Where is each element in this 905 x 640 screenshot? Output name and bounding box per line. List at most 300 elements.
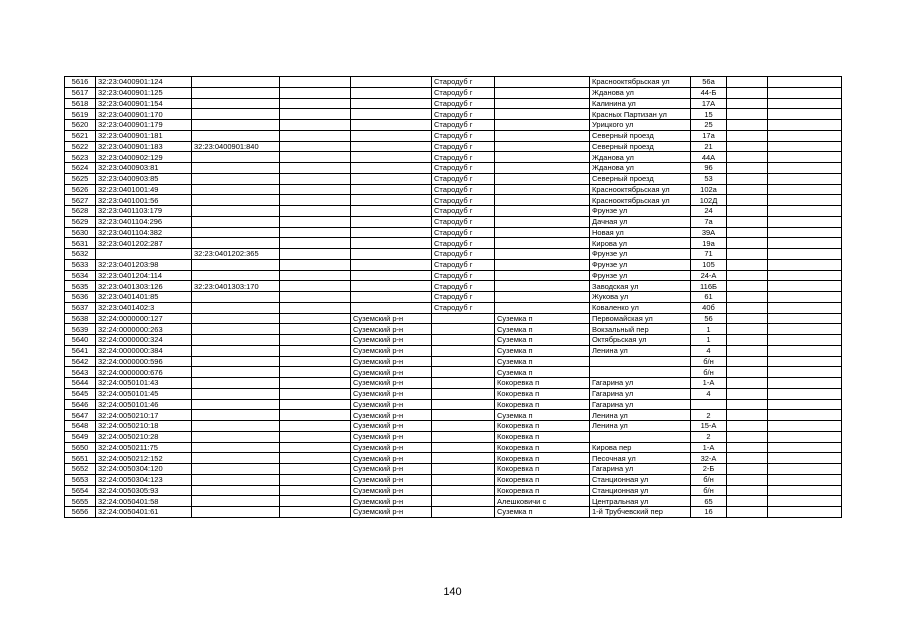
linked-cadastral-number-cell (192, 87, 280, 98)
street-cell: Дачная ул (590, 216, 691, 227)
district-cell (351, 195, 432, 206)
city-cell (432, 335, 495, 346)
linked-cadastral-number-cell (192, 335, 280, 346)
empty-cell (280, 367, 351, 378)
cadastral-number-cell: 32:23:0400902:129 (96, 152, 192, 163)
house-number-cell: 39А (691, 227, 727, 238)
extra-cell (768, 324, 842, 335)
empty-cell (280, 453, 351, 464)
street-cell (590, 367, 691, 378)
empty-cell (280, 109, 351, 120)
house-number-cell: 105 (691, 259, 727, 270)
street-cell: Фрунзе ул (590, 270, 691, 281)
city-cell: Стародуб г (432, 141, 495, 152)
extra-cell (768, 292, 842, 303)
linked-cadastral-number-cell (192, 173, 280, 184)
city-cell (432, 507, 495, 518)
extra-cell (768, 410, 842, 421)
street-cell: Кирова ул (590, 238, 691, 249)
extra-cell (727, 87, 768, 98)
extra-cell (727, 399, 768, 410)
city-cell: Стародуб г (432, 249, 495, 260)
table-row (65, 270, 842, 281)
cadastral-number-cell: 32:24:0000000:263 (96, 324, 192, 335)
empty-cell (280, 345, 351, 356)
settlement-cell (495, 141, 590, 152)
extra-cell (727, 388, 768, 399)
house-number-cell: 2 (691, 410, 727, 421)
table-row (65, 507, 842, 518)
row-number-cell: 5655 (65, 496, 96, 507)
empty-cell (280, 442, 351, 453)
cadastral-number-cell: 32:23:0400901:170 (96, 109, 192, 120)
row-number-cell: 5640 (65, 335, 96, 346)
city-cell (432, 453, 495, 464)
city-cell: Стародуб г (432, 238, 495, 249)
table-row (65, 173, 842, 184)
street-cell: Краснооктябрьская ул (590, 77, 691, 88)
empty-cell (280, 238, 351, 249)
extra-cell (727, 227, 768, 238)
street-cell: Жданова ул (590, 163, 691, 174)
city-cell: Стародуб г (432, 195, 495, 206)
empty-cell (280, 87, 351, 98)
city-cell (432, 496, 495, 507)
empty-cell (280, 98, 351, 109)
settlement-cell: Суземка п (495, 507, 590, 518)
linked-cadastral-number-cell (192, 367, 280, 378)
district-cell (351, 206, 432, 217)
house-number-cell (691, 399, 727, 410)
house-number-cell: 102Д (691, 195, 727, 206)
city-cell: Стародуб г (432, 184, 495, 195)
extra-cell (727, 270, 768, 281)
extra-cell (768, 238, 842, 249)
city-cell: Стародуб г (432, 281, 495, 292)
street-cell (590, 356, 691, 367)
cadastral-number-cell: 32:24:0050304:120 (96, 464, 192, 475)
extra-cell (768, 356, 842, 367)
row-number-cell: 5633 (65, 259, 96, 270)
linked-cadastral-number-cell (192, 98, 280, 109)
city-cell (432, 313, 495, 324)
row-number-cell: 5622 (65, 141, 96, 152)
empty-cell (280, 77, 351, 88)
house-number-cell: 71 (691, 249, 727, 260)
linked-cadastral-number-cell (192, 302, 280, 313)
city-cell (432, 356, 495, 367)
district-cell: Суземский р-н (351, 335, 432, 346)
house-number-cell: 21 (691, 141, 727, 152)
table-row (65, 367, 842, 378)
row-number-cell: 5636 (65, 292, 96, 303)
row-number-cell: 5645 (65, 388, 96, 399)
district-cell (351, 98, 432, 109)
table-row (65, 302, 842, 313)
street-cell: Песочная ул (590, 453, 691, 464)
table-row (65, 163, 842, 174)
table-row (65, 453, 842, 464)
cadastral-number-cell: 32:23:0401202:287 (96, 238, 192, 249)
house-number-cell: 61 (691, 292, 727, 303)
linked-cadastral-number-cell (192, 496, 280, 507)
extra-cell (768, 421, 842, 432)
extra-cell (768, 388, 842, 399)
house-number-cell: б/н (691, 474, 727, 485)
house-number-cell: б/н (691, 367, 727, 378)
settlement-cell (495, 98, 590, 109)
table-row (65, 141, 842, 152)
empty-cell (280, 152, 351, 163)
extra-cell (727, 421, 768, 432)
district-cell (351, 77, 432, 88)
city-cell: Стародуб г (432, 109, 495, 120)
cadastral-number-cell: 32:24:0050211:75 (96, 442, 192, 453)
city-cell: Стародуб г (432, 77, 495, 88)
city-cell (432, 485, 495, 496)
district-cell: Суземский р-н (351, 345, 432, 356)
settlement-cell (495, 259, 590, 270)
row-number-cell: 5621 (65, 130, 96, 141)
extra-cell (768, 496, 842, 507)
table-row (65, 464, 842, 475)
linked-cadastral-number-cell (192, 474, 280, 485)
linked-cadastral-number-cell (192, 421, 280, 432)
house-number-cell: 24-А (691, 270, 727, 281)
district-cell: Суземский р-н (351, 431, 432, 442)
linked-cadastral-number-cell (192, 453, 280, 464)
empty-cell (280, 356, 351, 367)
extra-cell (727, 216, 768, 227)
table-body (65, 77, 842, 518)
empty-cell (280, 421, 351, 432)
street-cell: Гагарина ул (590, 378, 691, 389)
extra-cell (768, 184, 842, 195)
table-row (65, 356, 842, 367)
page-number: 140 (443, 586, 462, 598)
row-number-cell: 5652 (65, 464, 96, 475)
city-cell (432, 410, 495, 421)
house-number-cell: 19а (691, 238, 727, 249)
extra-cell (727, 292, 768, 303)
extra-cell (727, 249, 768, 260)
extra-cell (768, 249, 842, 260)
linked-cadastral-number-cell (192, 206, 280, 217)
table-row (65, 399, 842, 410)
extra-cell (727, 98, 768, 109)
table-row (65, 421, 842, 432)
extra-cell (768, 98, 842, 109)
street-cell: Вокзальный пер (590, 324, 691, 335)
settlement-cell (495, 195, 590, 206)
row-number-cell: 5650 (65, 442, 96, 453)
house-number-cell: 1 (691, 324, 727, 335)
empty-cell (280, 216, 351, 227)
house-number-cell: 56 (691, 313, 727, 324)
extra-cell (768, 474, 842, 485)
linked-cadastral-number-cell (192, 507, 280, 518)
row-number-cell: 5630 (65, 227, 96, 238)
row-number-cell: 5625 (65, 173, 96, 184)
street-cell: Гагарина ул (590, 399, 691, 410)
street-cell: Краснооктябрьская ул (590, 195, 691, 206)
settlement-cell (495, 173, 590, 184)
extra-cell (768, 507, 842, 518)
settlement-cell: Суземка п (495, 367, 590, 378)
house-number-cell: 16 (691, 507, 727, 518)
row-number-cell: 5628 (65, 206, 96, 217)
cadastral-number-cell: 32:23:0400903:81 (96, 163, 192, 174)
row-number-cell: 5617 (65, 87, 96, 98)
linked-cadastral-number-cell (192, 345, 280, 356)
city-cell (432, 388, 495, 399)
house-number-cell: 4 (691, 388, 727, 399)
house-number-cell: 102а (691, 184, 727, 195)
district-cell: Суземский р-н (351, 485, 432, 496)
table-row (65, 152, 842, 163)
linked-cadastral-number-cell (192, 130, 280, 141)
street-cell: 1-й Трубчевский пер (590, 507, 691, 518)
cadastral-number-cell: 32:23:0400901:125 (96, 87, 192, 98)
empty-cell (280, 227, 351, 238)
settlement-cell (495, 152, 590, 163)
empty-cell (280, 281, 351, 292)
district-cell: Суземский р-н (351, 453, 432, 464)
linked-cadastral-number-cell (192, 464, 280, 475)
cadastral-number-cell: 32:24:0000000:384 (96, 345, 192, 356)
empty-cell (280, 324, 351, 335)
empty-cell (280, 163, 351, 174)
empty-cell (280, 184, 351, 195)
house-number-cell: 2-Б (691, 464, 727, 475)
settlement-cell (495, 302, 590, 313)
street-cell: Урицкого ул (590, 120, 691, 131)
extra-cell (768, 195, 842, 206)
street-cell: Коваленко ул (590, 302, 691, 313)
table-row (65, 496, 842, 507)
extra-cell (768, 120, 842, 131)
extra-cell (727, 163, 768, 174)
house-number-cell: 56а (691, 77, 727, 88)
extra-cell (727, 442, 768, 453)
extra-cell (727, 335, 768, 346)
row-number-cell: 5647 (65, 410, 96, 421)
empty-cell (280, 130, 351, 141)
cadastral-number-cell: 32:23:0401203:98 (96, 259, 192, 270)
settlement-cell: Суземка п (495, 356, 590, 367)
settlement-cell (495, 238, 590, 249)
street-cell: Гагарина ул (590, 388, 691, 399)
row-number-cell: 5651 (65, 453, 96, 464)
row-number-cell: 5653 (65, 474, 96, 485)
linked-cadastral-number-cell: 32:23:0401202:365 (192, 249, 280, 260)
street-cell: Краснооктябрьская ул (590, 184, 691, 195)
linked-cadastral-number-cell: 32:23:0401303:170 (192, 281, 280, 292)
row-number-cell: 5635 (65, 281, 96, 292)
cadastral-number-cell: 32:23:0401104:382 (96, 227, 192, 238)
district-cell (351, 249, 432, 260)
district-cell: Суземский р-н (351, 421, 432, 432)
house-number-cell: 1-А (691, 442, 727, 453)
settlement-cell: Суземка п (495, 313, 590, 324)
cadastral-number-cell: 32:24:0050305:93 (96, 485, 192, 496)
city-cell (432, 367, 495, 378)
row-number-cell: 5627 (65, 195, 96, 206)
empty-cell (280, 496, 351, 507)
cadastral-number-cell: 32:24:0000000:324 (96, 335, 192, 346)
table-row (65, 184, 842, 195)
table-row (65, 378, 842, 389)
extra-cell (727, 410, 768, 421)
row-number-cell: 5656 (65, 507, 96, 518)
empty-cell (280, 270, 351, 281)
district-cell (351, 259, 432, 270)
empty-cell (280, 464, 351, 475)
empty-cell (280, 292, 351, 303)
settlement-cell (495, 206, 590, 217)
district-cell: Суземский р-н (351, 378, 432, 389)
cadastral-number-cell: 32:23:0400901:181 (96, 130, 192, 141)
house-number-cell: 17а (691, 130, 727, 141)
table-row (65, 281, 842, 292)
table-row (65, 87, 842, 98)
district-cell: Суземский р-н (351, 496, 432, 507)
city-cell: Стародуб г (432, 302, 495, 313)
extra-cell (768, 313, 842, 324)
district-cell: Суземский р-н (351, 313, 432, 324)
row-number-cell: 5616 (65, 77, 96, 88)
district-cell: Суземский р-н (351, 507, 432, 518)
extra-cell (727, 141, 768, 152)
linked-cadastral-number-cell (192, 259, 280, 270)
street-cell: Центральная ул (590, 496, 691, 507)
empty-cell (280, 335, 351, 346)
house-number-cell: б/н (691, 356, 727, 367)
settlement-cell: Кокоревка п (495, 442, 590, 453)
cadastral-number-cell: 32:23:0401402:3 (96, 302, 192, 313)
extra-cell (768, 163, 842, 174)
extra-cell (768, 130, 842, 141)
district-cell (351, 130, 432, 141)
table-row (65, 206, 842, 217)
district-cell (351, 281, 432, 292)
cadastral-number-cell: 32:23:0400901:154 (96, 98, 192, 109)
row-number-cell: 5623 (65, 152, 96, 163)
settlement-cell (495, 184, 590, 195)
district-cell: Суземский р-н (351, 367, 432, 378)
table-row (65, 324, 842, 335)
extra-cell (768, 216, 842, 227)
table-row (65, 227, 842, 238)
settlement-cell (495, 87, 590, 98)
settlement-cell (495, 292, 590, 303)
house-number-cell: 15 (691, 109, 727, 120)
cadastral-number-cell: 32:24:0000000:596 (96, 356, 192, 367)
settlement-cell: Суземка п (495, 410, 590, 421)
house-number-cell: 2 (691, 431, 727, 442)
row-number-cell: 5638 (65, 313, 96, 324)
city-cell: Стародуб г (432, 292, 495, 303)
cadastral-number-cell: 32:24:0000000:676 (96, 367, 192, 378)
extra-cell (768, 378, 842, 389)
settlement-cell: Кокоревка п (495, 431, 590, 442)
extra-cell (727, 206, 768, 217)
empty-cell (280, 141, 351, 152)
street-cell: Калинина ул (590, 98, 691, 109)
extra-cell (727, 313, 768, 324)
table-row (65, 345, 842, 356)
district-cell: Суземский р-н (351, 410, 432, 421)
settlement-cell: Кокоревка п (495, 474, 590, 485)
house-number-cell: 17А (691, 98, 727, 109)
cadastral-number-cell: 32:23:0400901:183 (96, 141, 192, 152)
district-cell: Суземский р-н (351, 324, 432, 335)
street-cell: Станционная ул (590, 474, 691, 485)
row-number-cell: 5639 (65, 324, 96, 335)
cadastral-number-cell: 32:24:0050101:43 (96, 378, 192, 389)
district-cell (351, 270, 432, 281)
district-cell: Суземский р-н (351, 356, 432, 367)
city-cell (432, 442, 495, 453)
city-cell: Стародуб г (432, 98, 495, 109)
street-cell: Октябрьская ул (590, 335, 691, 346)
extra-cell (727, 238, 768, 249)
linked-cadastral-number-cell (192, 442, 280, 453)
house-number-cell: 4 (691, 345, 727, 356)
row-number-cell: 5637 (65, 302, 96, 313)
table-row (65, 77, 842, 88)
extra-cell (768, 367, 842, 378)
extra-cell (768, 227, 842, 238)
street-cell: Первомайская ул (590, 313, 691, 324)
extra-cell (768, 77, 842, 88)
settlement-cell (495, 163, 590, 174)
extra-cell (768, 141, 842, 152)
cadastral-number-cell: 32:24:0050101:46 (96, 399, 192, 410)
city-cell (432, 421, 495, 432)
table-row (65, 474, 842, 485)
empty-cell (280, 507, 351, 518)
linked-cadastral-number-cell (192, 388, 280, 399)
linked-cadastral-number-cell (192, 410, 280, 421)
linked-cadastral-number-cell (192, 77, 280, 88)
house-number-cell: 7а (691, 216, 727, 227)
extra-cell (727, 431, 768, 442)
extra-cell (727, 345, 768, 356)
district-cell (351, 141, 432, 152)
table-row (65, 98, 842, 109)
extra-cell (768, 399, 842, 410)
district-cell (351, 216, 432, 227)
row-number-cell: 5619 (65, 109, 96, 120)
extra-cell (727, 281, 768, 292)
extra-cell (727, 324, 768, 335)
row-number-cell: 5646 (65, 399, 96, 410)
extra-cell (768, 281, 842, 292)
linked-cadastral-number-cell (192, 313, 280, 324)
district-cell: Суземский р-н (351, 474, 432, 485)
extra-cell (768, 87, 842, 98)
empty-cell (280, 431, 351, 442)
city-cell: Стародуб г (432, 87, 495, 98)
table-row (65, 195, 842, 206)
empty-cell (280, 249, 351, 260)
extra-cell (727, 356, 768, 367)
house-number-cell: 1 (691, 335, 727, 346)
row-number-cell: 5648 (65, 421, 96, 432)
settlement-cell (495, 109, 590, 120)
settlement-cell: Алешковичи с (495, 496, 590, 507)
